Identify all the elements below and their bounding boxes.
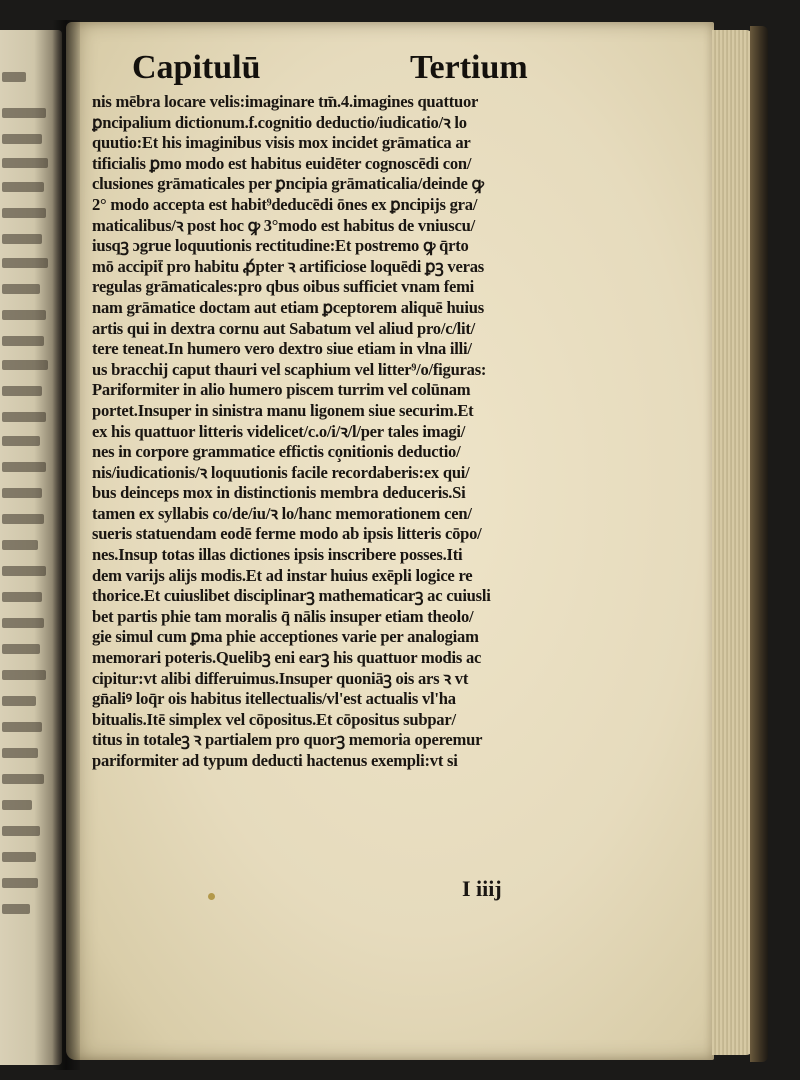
text-line: gie simul cum ꝑma phie acceptiones varie per analogiam [92,627,479,647]
text-line: iusqꝫ ɔgrue loquutionis rectitudine:Et postremo ꝙ q̄rto [92,236,469,256]
text-block [92,48,688,772]
text-line: thorice.Et cuiuslibet disciplinarꝫ mathematicarꝫ ac cuiusli [92,586,491,606]
bleed-through-line [2,540,38,550]
ink-spot [208,893,215,900]
text-line: artis qui in dextra cornu aut Sabatum vel aliud pro/c/lit/ [92,318,476,338]
text-line: ꝑncipalium dictionum.f.cognitio deductio/iudicatio/ꝛ lo [92,112,467,132]
text-line: pariformiter ad typum deducti hactenus exempli:vt si [92,751,458,770]
bleed-through-line [2,696,36,706]
text-line: 2° modo accepta est habit⁹deducēdi ōnes ex ꝑncipijs gra/ [92,194,478,214]
bleed-through-line [2,852,36,862]
bleed-through-line [2,462,46,472]
text-line: us bracchij caput thauri vel scaphium vel litter⁹/o/figuras: [92,359,487,379]
text-line: gn̄aliꝰ loq̄r ois habitus itellectualis/vl'est actualis vl'ha [92,689,456,709]
bleed-through-line [2,108,46,118]
text-line: bet partis phie tam moralis q̄ nālis insuper etiam theolo/ [92,606,474,626]
bleed-through-line [2,566,46,576]
text-line: tamen ex syllabis co/de/iu/ꝛ lo/hanc memorationem cen/ [92,503,472,523]
bleed-through-line [2,412,46,422]
bleed-through-line [2,826,40,836]
text-line: nam grāmatice doctam aut etiam ꝑceptorem aliquē huius [92,297,484,317]
bleed-through-line [2,336,44,346]
bleed-through-line [2,774,44,784]
text-line: sueris statuendam eodē ferme modo ab ipsis litteris cōpo/ [92,524,482,544]
bleed-through-line [2,748,38,758]
text-line: regulas grāmaticales:pro qbus oibus sufficiet vnam femi [92,277,475,297]
bleed-through-line [2,386,42,396]
heading-chapter: Capitulū [132,49,261,86]
text-line: titus in totaleꝫ ꝛ partialem pro quorꝫ memoria operemur [92,730,483,750]
bleed-through-line [2,644,40,654]
bleed-through-line [2,360,48,370]
bleed-through-line [2,72,26,82]
text-line: Pariformiter in alio humero piscem turrim vel colūnam [92,380,471,400]
bleed-through-line [2,436,40,446]
bleed-through-line [2,592,42,602]
text-line: cipitur:vt alibi differuimus.Insuper quoniāꝫ ois ars ꝛ vt [92,668,469,688]
text-line: bitualis.Itē simplex vel cōpositus.Et cōpositus subpar/ [92,709,456,729]
text-line: quutio:Et his imaginibus visis mox incidet grāmatica ar [92,133,471,153]
text-line: nes in corpore grammatice effictis co̧nitionis deductio/ [92,442,461,462]
page-edges-stack [712,30,754,1055]
bleed-through-line [2,722,42,732]
bleed-through-line [2,134,42,144]
bleed-through-line [2,904,30,914]
bleed-through-line [2,284,40,294]
heading-chapter-number: Tertium [410,49,528,86]
bleed-through-line [2,234,42,244]
book-gutter-shadow [52,20,80,1070]
bleed-through-line [2,258,48,268]
bleed-through-line [2,618,44,628]
bleed-through-line [2,158,48,168]
bleed-through-line [2,182,44,192]
running-heading [92,48,688,92]
body-text [92,92,688,772]
text-line: maticalibus/ꝛ post hoc ꝙ 3°modo est habitus de vniuscu/ [92,215,475,235]
text-line: bus deinceps mox in distinctionis membra deduceris.Si [92,483,466,503]
bleed-through-line [2,488,42,498]
bleed-through-line [2,208,46,218]
text-line: dem varijs alijs modis.Et ad instar huius exēpli logice re [92,565,473,585]
signature-mark: I iiij [462,876,502,901]
bleed-through-line [2,800,32,810]
text-line: tificialis ꝑmo modo est habitus euidēter cognoscēdi con/ [92,153,472,173]
bleed-through-line [2,670,46,680]
text-line: ex his quattuor litteris videlicet/c.o/i/ꝛ/l/per tales imagi/ [92,421,466,441]
text-line: clusiones grāmaticales per ꝑncipia grāmaticalia/deinde ꝙ [92,174,484,194]
text-line: tere teneat.In humero vero dextro siue etiam in vlna illi/ [92,339,472,359]
text-line: mō accipit̄ pro habitu ꝓ́pter ꝛ artificiose loquēdi ꝑꝫ veras [92,256,484,276]
bleed-through-line [2,878,38,888]
text-line: portet.Insuper in sinistra manu ligonem siue securim.Et [92,400,474,420]
text-line: nis/iudicationis/ꝛ loquutionis facile recordaberis:ex qui/ [92,462,470,482]
text-line: nis mēbra locare velis:imaginare tm̄.4.imagines quattuor [92,92,479,111]
text-line: memorari poteris.Quelibꝫ eni earꝫ his quattuor modis ac [92,648,482,668]
bleed-through-line [2,310,46,320]
text-line: nes.Insup totas illas dictiones ipsis inscribere posses.Iti [92,545,463,565]
book-cover-edge [750,26,768,1062]
bleed-through-line [2,514,44,524]
